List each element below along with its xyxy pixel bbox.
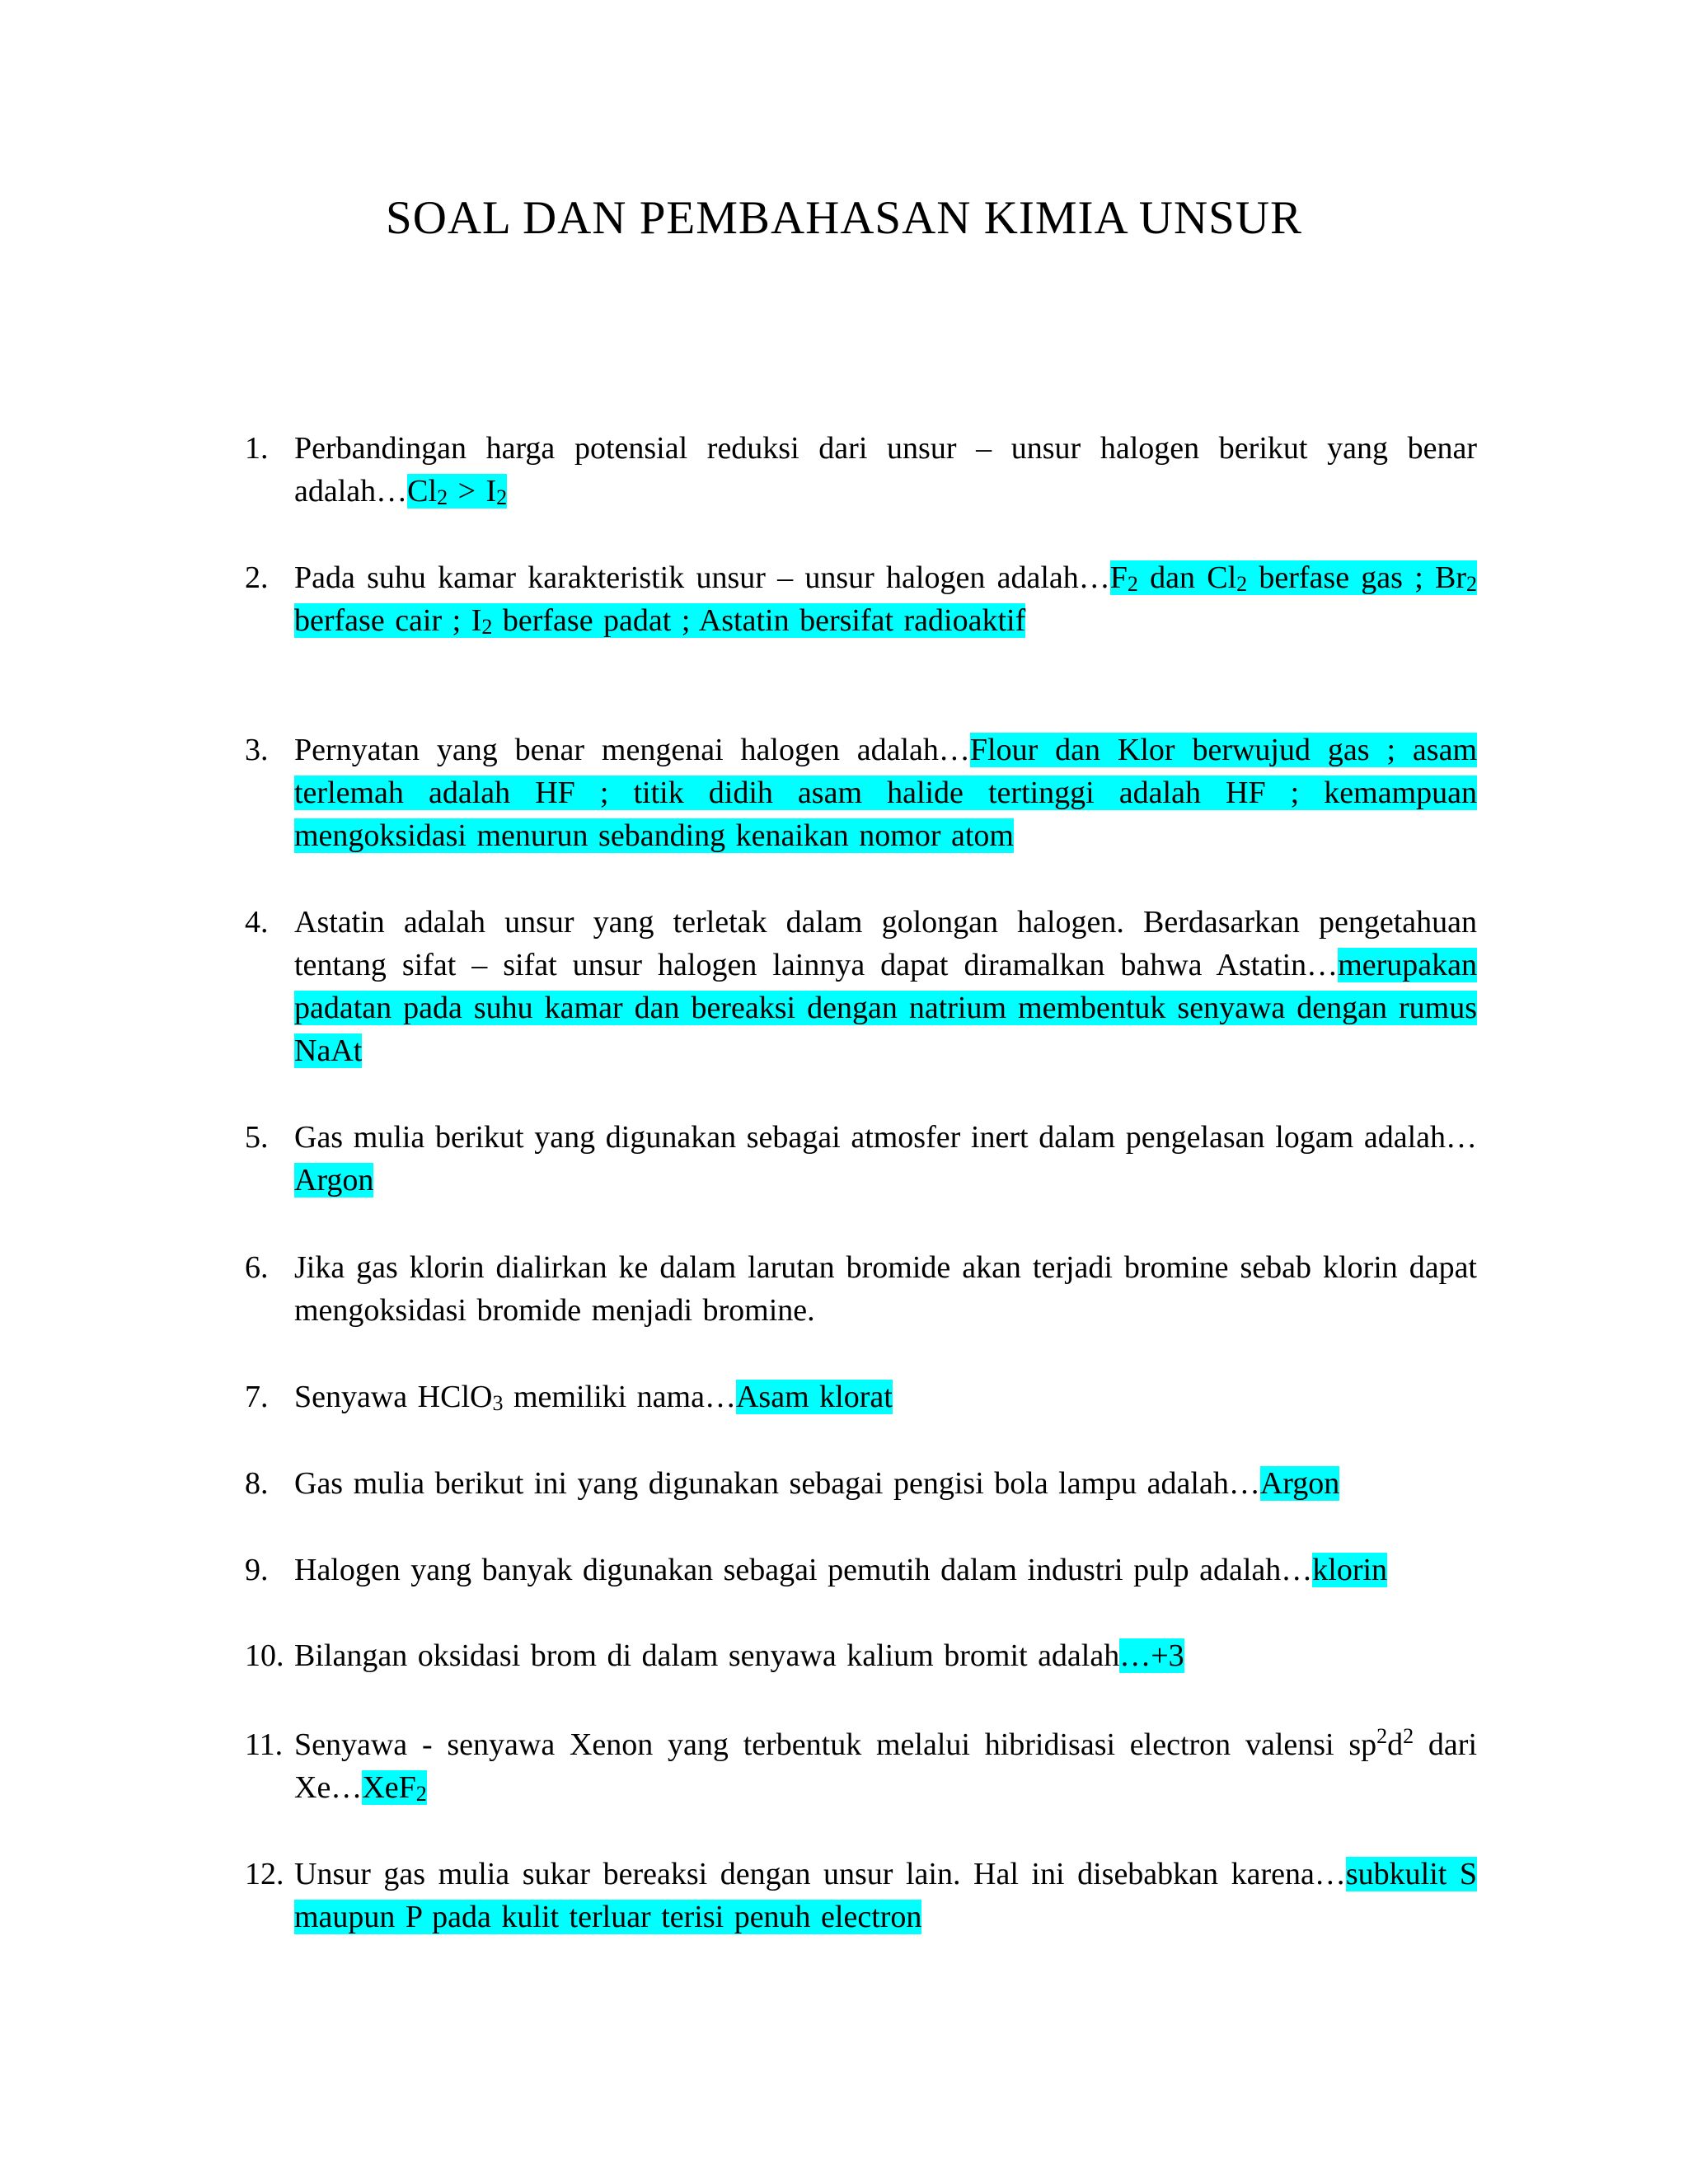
question-number: 1.	[245, 431, 269, 466]
question-number: 2.	[245, 560, 269, 595]
question-body: Gas mulia berikut yang digunakan sebagai atmosfer inert dalam pengelasan logam adalah…	[294, 1120, 1477, 1155]
question-body: memiliki nama…	[503, 1380, 736, 1414]
question-text	[294, 1116, 1477, 1202]
question-body: Perbandingan harga potensial reduksi dari unsur – unsur halogen berikut yang benar adalah…	[294, 431, 1477, 509]
question-number: 6.	[245, 1250, 269, 1285]
answer-highlight: Asam klorat	[735, 1380, 893, 1414]
answer-highlight: Argon	[1259, 1466, 1340, 1501]
question-body: Astatin adalah unsur yang terletak dalam golongan halogen. Berdasarkan pengetahuan tentang sifat – sifat unsur halogen lainnya dapat diramalkan bahwa Astatin…	[294, 905, 1477, 982]
answer-text: berfase padat ; Astatin bersifat radioaktif	[492, 603, 1026, 638]
answer-text: > I	[448, 474, 497, 509]
answer-text: Cl	[407, 474, 438, 509]
question-number: 3.	[245, 733, 269, 767]
question-body: Pada suhu kamar karakteristik unsur – unsur halogen adalah…	[294, 560, 1110, 595]
question-text	[294, 556, 1477, 642]
question-number: 7.	[245, 1380, 269, 1414]
subscript: 2	[481, 615, 493, 639]
question-text	[294, 1549, 1477, 1591]
question-number: 12.	[245, 1857, 284, 1891]
answer-text: berfase cair ; I	[294, 603, 482, 638]
question-body: dari Xe…	[294, 1727, 1478, 1805]
question-body: Unsur gas mulia sukar bereaksi dengan unsur lain. Hal ini disebabkan karena…	[294, 1857, 1346, 1891]
answer-text: berfase gas ; Br	[1247, 560, 1466, 595]
answer-text: XeF	[362, 1770, 416, 1805]
question-text	[294, 1853, 1477, 1938]
answer-highlight: merupakan padatan pada suhu kamar dan bereaksi dengan natrium membentuk senyawa dengan rumus NaAt	[294, 948, 1477, 1068]
question-text	[294, 1376, 1477, 1418]
subscript: 2	[1127, 572, 1138, 596]
answer-text: dan Cl	[1137, 560, 1237, 595]
question-text	[294, 1723, 1477, 1809]
question-body: Halogen yang banyak digunakan sebagai pemutih dalam industri pulp adalah…	[294, 1553, 1313, 1587]
question-body: Senyawa HClO	[294, 1380, 493, 1414]
superscript: 2	[1376, 1724, 1388, 1748]
question-body: Senyawa - senyawa Xenon yang terbentuk melalui hibridisasi electron valensi sp	[294, 1727, 1377, 1762]
subscript: 2	[1236, 572, 1248, 596]
question-body: Jika gas klorin dialirkan ke dalam larutan bromide akan terjadi bromine sebab klorin dapat mengoksidasi bromide menjadi bromine.	[294, 1250, 1477, 1328]
answer-highlight: subkulit S maupun P pada kulit terluar terisi penuh electron	[294, 1857, 1477, 1934]
answer-highlight: Argon	[294, 1163, 374, 1197]
question-number: 9.	[245, 1553, 269, 1587]
document-title: SOAL DAN PEMBAHASAN KIMIA UNSUR	[386, 192, 1302, 244]
subscript: 2	[496, 485, 508, 509]
question-body: Bilangan oksidasi brom di dalam senyawa kalium bromit adalah	[294, 1638, 1120, 1673]
superscript: 2	[1403, 1724, 1414, 1748]
question-text	[294, 1634, 1477, 1677]
question-body: Gas mulia berikut ini yang digunakan sebagai pengisi bola lampu adalah…	[294, 1466, 1260, 1501]
answer-highlight	[407, 474, 507, 509]
question-number: 4.	[245, 905, 269, 940]
answer-text: F	[1109, 560, 1128, 595]
question-text	[294, 427, 1477, 513]
answer-highlight	[362, 1770, 426, 1805]
answer-highlight: Flour dan Klor berwujud gas ; asam terlemah adalah HF ; titik didih asam halide tertinggi adalah HF ; kemampuan mengoksidasi menurun sebanding kenaikan nomor atom	[294, 733, 1477, 853]
subscript: 3	[492, 1391, 504, 1415]
question-text	[294, 729, 1477, 857]
subscript: 2	[1466, 572, 1477, 596]
question-text	[294, 901, 1477, 1072]
question-text	[294, 1246, 1477, 1332]
question-body: d	[1387, 1727, 1404, 1762]
question-number: 8.	[245, 1466, 269, 1501]
subscript: 2	[437, 485, 448, 509]
question-number: 11.	[245, 1727, 284, 1762]
question-number: 10.	[245, 1638, 284, 1673]
question-text	[294, 1462, 1477, 1505]
question-number: 5.	[245, 1120, 269, 1155]
question-body: Pernyatan yang benar mengenai halogen adalah…	[294, 733, 970, 767]
answer-highlight: klorin	[1312, 1553, 1388, 1587]
subscript: 2	[415, 1782, 427, 1806]
answer-highlight: …+3	[1119, 1638, 1184, 1673]
